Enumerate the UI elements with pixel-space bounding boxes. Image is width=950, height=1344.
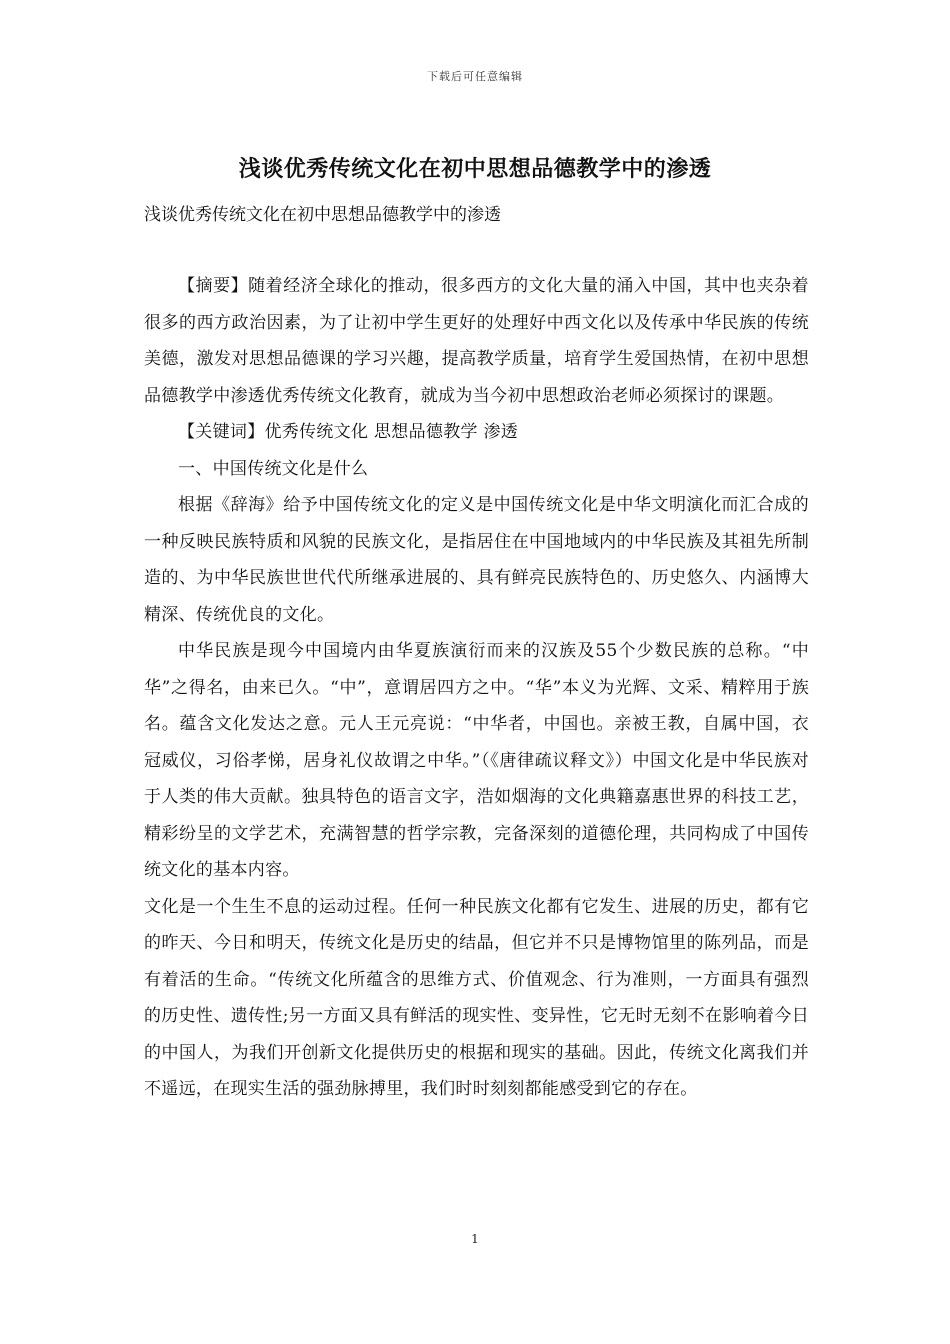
header-note: 下载后可任意编辑 <box>427 70 523 83</box>
body-paragraph-3: 文化是一个生生不息的运动过程。任何一种民族文化都有它发生、进展的历史，都有它的昨天、今日和明天，传统文化是历史的结晶，但它并不只是博物馆里的陈列品，而是有着活的生命。“传统文化所蕴含的思维方式、价值观念、行为准则，一方面具有强烈的历史性、遗传性;另一方面又具有鲜活的现实性、变异性，它无时无刻不在影响着今日的中国人，为我们开创新文化提供历史的根据和现实的基础。因此，传统文化离我们并不遥远，在现实生活的强劲脉搏里，我们时时刻刻都能感受到它的存在。 <box>144 896 809 1099</box>
body-paragraph-2: 中华民族是现今中国境内由华夏族演衍而来的汉族及55个少数民族的总称。“中华”之得名，由来已久。“中”，意谓居四方之中。“华”本义为光辉、文采、精粹用于族名。蕴含文化发达之意。元人王元亮说：“中华者，中国也。亲被王教，自属中国，衣冠威仪，习俗孝悌，居身礼仪故谓之中华。”（《唐律疏议释文》）中国文化是中华民族对于人类的伟大贡献。独具特色的语言文字，浩如烟海的文化典籍嘉惠世界的科技工艺，精彩纷呈的文学艺术，充满智慧的哲学宗教，完备深刻的道德伦理，共同构成了中国传统文化的基本内容。 <box>144 641 809 880</box>
document-title: 浅谈优秀传统文化在初中思想品德教学中的渗透 <box>238 156 712 182</box>
section-heading: 一、中国传统文化是什么 <box>178 458 369 479</box>
document-body <box>144 268 809 1108</box>
body-paragraph-1: 根据《辞海》给予中国传统文化的定义是中国传统文化是中华文明演化而汇合成的一种反映民族特质和风貌的民族文化，是指居住在中国地域内的中华民族及其祖先所制造的、为中华民族世世代代所继承进展的、具有鲜亮民族特色的、历史悠久、内涵博大精深、传统优良的文化。 <box>144 495 809 625</box>
document-subtitle: 浅谈优秀传统文化在初中思想品德教学中的渗透 <box>144 205 501 225</box>
abstract-paragraph: 【摘要】随着经济全球化的推动，很多西方的文化大量的涌入中国，其中也夹杂着很多的西方政治因素，为了让初中学生更好的处理好中西文化以及传承中华民族的传统美德，激发对思想品德课的学习兴趣，提高教学质量，培育学生爱国热情，在初中思想品德教学中渗透优秀传统文化教育，就成为当今初中思想政治老师必须探讨的课题。 <box>144 276 809 406</box>
keywords-line: 【关键词】优秀传统文化 思想品德教学 渗透 <box>178 422 519 442</box>
page-number: 1 <box>471 1232 479 1246</box>
